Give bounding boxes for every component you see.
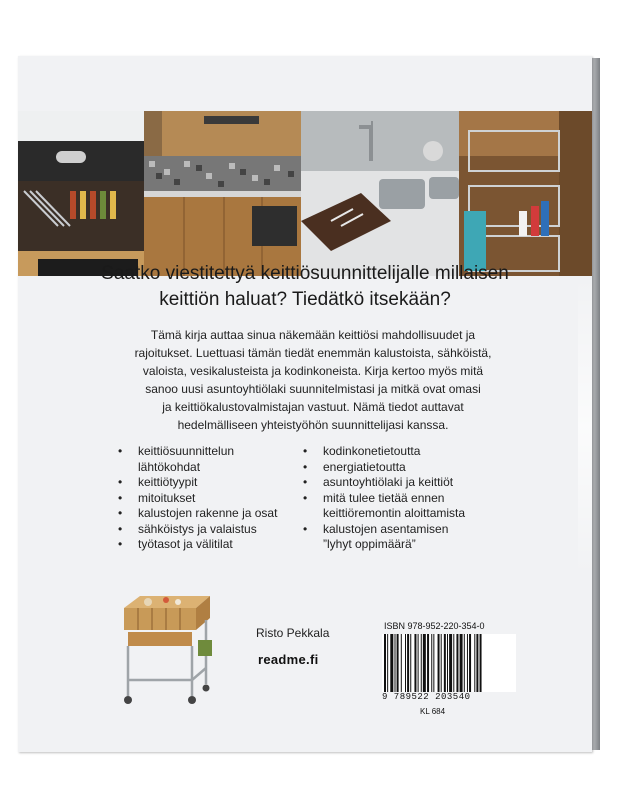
barcode-bar [441,634,442,692]
barcode-bar [405,634,406,692]
barcode-bar [474,634,475,692]
kitchen-mosaic-photo [144,111,301,276]
topic-list-right [303,444,503,553]
barcode-bar [444,634,446,692]
barcode-bar [401,634,402,692]
topic-list-left [118,444,278,553]
list-item: • mitä tulee tietää ennen keittiöremontin aloittamista [303,491,503,522]
barcode-bar [449,634,452,692]
list-item: • työtasot ja välitilat [118,537,278,553]
sink-faucet-photo [301,111,459,276]
barcode-bar [460,634,463,692]
barcode-bar [469,634,471,692]
barcode-bar [421,634,422,692]
barcode-bar [384,634,386,692]
list-item: • energiatietoutta [303,460,503,476]
headline-line-2: keittiön haluat? Tiedätkö itsekään? [159,289,451,310]
barcode-bar [453,634,454,692]
barcode-bar [456,634,458,692]
list-item: • kalustojen asentamisen ”lyhyt oppimäärä” [303,522,503,553]
description-line: valoista, vesikalusteista ja kodinkoneista. Kirja kertoo myös mitä [142,364,484,378]
barcode-bar [447,634,448,692]
kitchen-cart-image [118,588,213,708]
headline [18,261,592,313]
author-name: Risto Pekkala [256,626,330,640]
barcode [382,634,516,692]
description-line: ja keittiökalustovalmistajan vastuut. Nämä tiedot auttavat [162,400,464,414]
list-item: • mitoitukset [118,491,278,507]
description-text [108,326,518,434]
barcode-bar [397,634,399,692]
description-line: sanoo uusi asuntoyhtiölaki suunnitelmistasi ja mitkä ovat omasi [145,382,481,396]
barcode-bar [407,634,409,692]
list-item: • keittiötyypit [118,475,278,491]
barcode-bar [431,634,432,692]
barcode-bar [387,634,388,692]
list-item: • asuntoyhtiölaki ja keittiöt [303,475,503,491]
embossed-spine-title [578,276,592,576]
barcode-bar [418,634,419,692]
list-item: • kalustojen rakenne ja osat [118,506,278,522]
list-item: • sähköistys ja valaistus [118,522,278,538]
book-back-cover [18,56,592,752]
barcode-bar [433,634,434,692]
barcode-bar [476,634,478,692]
headline-line-1: Saatko viestitettyä keittiösuunnittelijalle millaisen [101,263,509,284]
barcode-bar [423,634,426,692]
barcode-bar [427,634,429,692]
barcode-bar [395,634,396,692]
list-item: • keittiösuunnittelun lähtökohdat [118,444,278,475]
product-code: KL 684 [420,707,446,716]
description-line: rajoitukset. Luettuasi tämän tiedät enemmän kalustoista, sähköistä, [134,346,492,360]
list-item: • kodinkonetietoutta [303,444,503,460]
barcode-bar [438,634,440,692]
description-line: Tämä kirja auttaa sinua näkemään keittiösi mahdollisuudet ja [150,328,476,342]
photo-strip [18,111,592,276]
barcode-bar [414,634,416,692]
publisher-logo: readme.fi [258,652,319,667]
barcode-bar [464,634,465,692]
barcode-bar [390,634,393,692]
pullout-rack-photo [459,111,592,276]
isbn-label: ISBN 978-952-220-354-0 [384,621,485,631]
barcode-number: 9 789522 203540 [382,692,471,702]
barcode-bar [410,634,411,692]
barcode-bar [467,634,468,692]
description-line: hedelmälliseen yhteistyöhön suunnittelijasi kanssa. [177,418,449,432]
barcode-bar [480,634,482,692]
drawer-organizer-photo [18,111,144,276]
